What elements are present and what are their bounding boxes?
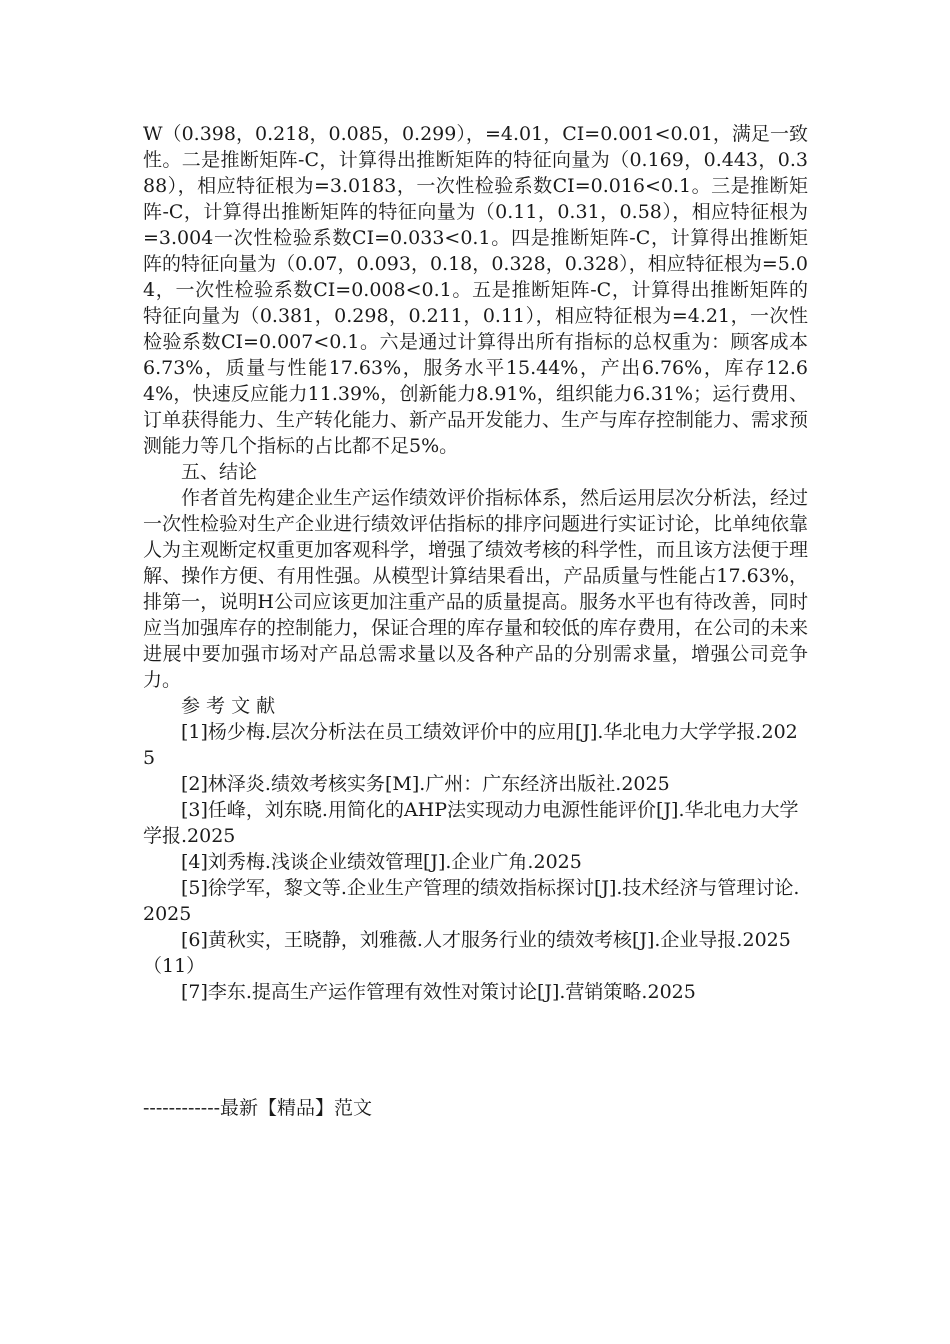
reference-item: [5]徐学军，黎文等.企业生产管理的绩效指标探讨[J].技术经济与管理讨论.2025 <box>143 877 800 925</box>
reference-item: [7]李东.提高生产运作管理有效性对策讨论[J].营销策略.2025 <box>181 981 696 1003</box>
page-footer: ------------最新【精品】范文 <box>143 1097 373 1119</box>
body-paragraph-conclusion: 作者首先构建企业生产运作绩效评价指标体系，然后运用层次分析法，经过一次性检验对生产企业进行绩效评估指标的排序问题进行实证讨论，比单纯依靠人为主观断定权重更加客观科学，增强了绩效考核的科学性，而且该方法便于理解、操作方便、有用性强。从模型计算结果看出，产品质量与性能占17.63%，排第一，说明H公司应该更加注重产品的质量提高。服务水平也有待改善，同时应当加强库存的控制能力，保证合理的库存量和较低的库存费用，在公司的未来进展中要加强市场对产品总需求量以及各种产品的分别需求量，增强公司竞争力。 <box>143 487 809 691</box>
reference-item: [3]任峰，刘东晓.用简化的AHP法实现动力电源性能评价[J].华北电力大学学报.2025 <box>143 799 799 847</box>
reference-item: [2]林泽炎.绩效考核实务[M].广州：广东经济出版社.2025 <box>181 773 670 795</box>
reference-item: [4]刘秀梅.浅谈企业绩效管理[J].企业广角.2025 <box>181 851 582 873</box>
document-page <box>143 121 808 1005</box>
reference-item: [6]黄秋实，王晓静，刘雅薇.人才服务行业的绩效考核[J].企业导报.2025（11） <box>143 929 791 977</box>
reference-item: [1]杨少梅.层次分析法在员工绩效评价中的应用[J].华北电力大学学报.2025 <box>143 721 798 769</box>
body-paragraph-ahp-results: W（0.398，0.218，0.085，0.299），=4.01，CI=0.001<0.01，满足一致性。二是推断矩阵-C，计算得出推断矩阵的特征向量为（0.169，0.443，0.388），相应特征根为=3.0183，一次性检验系数CI=0.016<0.1。三是推断矩阵-C，计算得出推断矩阵的特征向量为（0.11，0.31，0.58），相应特征根为=3.004一次性检验系数CI=0.033<0.1。四是推断矩阵-C，计算得出推断矩阵的特征向量为（0.07，0.093，0.18，0.328，0.328），相应特征根为=5.04，一次性检验系数CI=0.008<0.1。五是推断矩阵-C，计算得出推断矩阵的特征向量为（0.381，0.298，0.211，0.11），相应特征根为=4.21，一次性检验系数CI=0.007<0.1。六是通过计算得出所有指标的总权重为：顾客成本6.73%，质量与性能17.63%，服务水平15.44%，产出6.76%，库存12.64%，快速反应能力11.39%，创新能力8.91%，组织能力6.31%；运行费用、订单获得能力、生产转化能力、新产品开发能力、生产与库存控制能力、需求预测能力等几个指标的占比都不足5%。 <box>143 123 809 457</box>
section-heading-conclusion: 五、结论 <box>181 461 258 483</box>
reference-list <box>143 719 808 1005</box>
references-heading: 参 考 文 献 <box>181 695 276 717</box>
